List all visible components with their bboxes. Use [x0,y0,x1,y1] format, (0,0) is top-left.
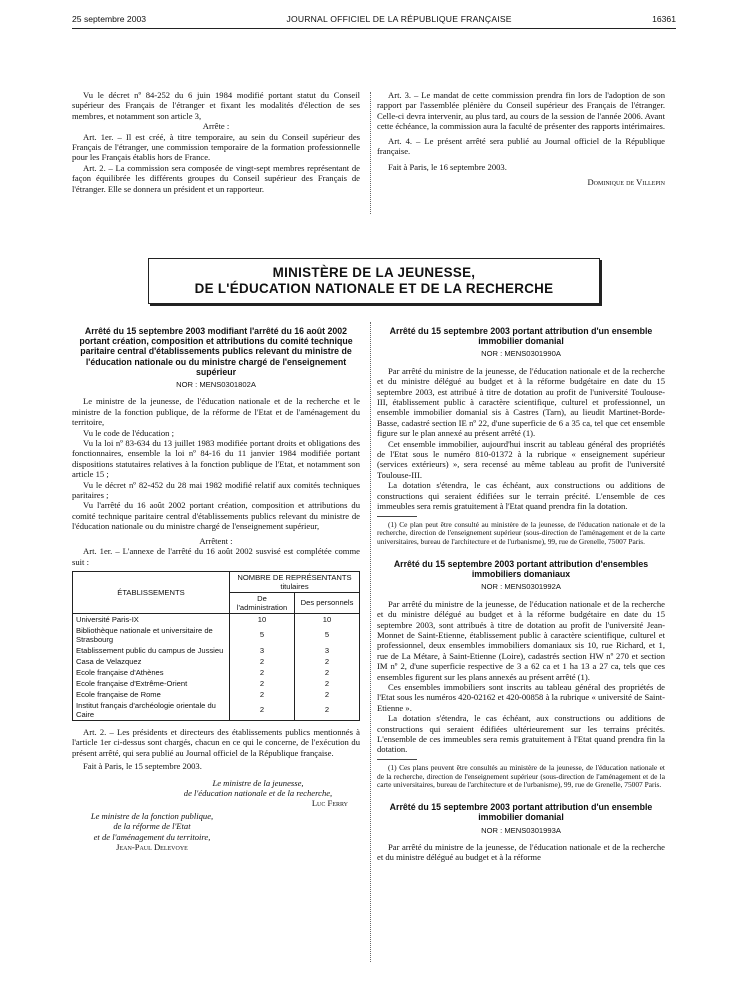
article1-title: Arrêté du 15 septembre 2003 portant attribution d'un ensemble immobilier domanial [389,326,653,347]
article-para: Vu la loi nº 83-634 du 13 juillet 1983 modifiée portant droits et obligations des fonctionnaires, ensemble la loi nº 84-16 du 11 janvier 1984 modifiée portant dispositions statutaires relatives à la fonction publique de l'Etat, et notamment son article 15 ; [72,438,360,480]
page-header [72,14,676,24]
representatives-table [72,571,360,721]
row-admin: 10 [230,613,295,625]
row-name: Institut français d'archéologie orientale du Caire [73,700,230,721]
row-pers: 3 [295,645,360,656]
sig-line: Le ministre de la jeunesse, [212,777,304,788]
sig-name: Jean-Paul Delevoye [116,841,188,852]
table-row [73,678,360,689]
art2-para: Art. 2. – La commission sera composée de vingt-sept membres représentant de façon équilibrée les différents groupes du Conseil supérieur des Français de l'étranger. Elle se donnera un président et un rapporteur. [72,162,360,194]
col-group-sub: titulaires [280,581,309,591]
article2-title: Arrêté du 15 septembre 2003 portant attribution d'ensembles immobiliers domaniaux [393,558,649,580]
art1-annex-para: Art. 1er. – L'annexe de l'arrêté du 16 août 2002 susvisé est complétée comme suit : [72,546,360,567]
sig-line: et de l'aménagement du territoire, [93,831,211,842]
art3-para: Art. 3. – Le mandat de cette commission prendra fin lors de l'adoption de son rapport par l'assemblée plénière du Conseil supérieur des Français de l'étranger. Celle-ci devra intervenir, au plus tard, au cours de la session de l'année 2006. Avant cette échéance, la commission aura la faculté de présenter des rapports intérimaires. [377,90,665,132]
signature-block-ferry [72,778,348,809]
signature-block-delevoye [72,811,232,853]
article1-para: Par arrêté du ministre de la jeunesse, de l'éducation nationale et de la recherche et du ministre délégué au budget et à la réforme budgétaire en date du 15 septembre 2003, est attribué à titre de dotation au profit de l'université Toulouse-III, établissement public à caractère scientifique, culturel et professionnel, un ensemble immobilier domanial sis à Castres (Tarn), au lieudit Martinet-Borde-Basse, cadastré section IE nº 22, d'une superficie de 6 a 35 ca, tel que cet ensemble figure sur le plan annexé au présent arrêté (1). [377,365,665,439]
ministry-heading [148,258,600,304]
row-pers: 2 [295,689,360,700]
row-name: Casa de Velazquez [73,656,230,667]
article1-footnote: (1) Ce plan peut être consulté au ministère de la jeunesse, de l'éducation nationale et de la recherche, direction de l'enseignement supérieur (sous-direction de l'aménagement et de la carte universitaires, bureau de l'architecture et de l'urbanisme), 99, rue de Grenelle, 75007 Paris. [377,519,665,547]
article2-para: La dotation s'étendra, le cas échéant, aux constructions ou additions de constructions qui seraient édifiées ultérieurement sur les terrains précités. L'ensemble de ces immeubles sera remis gratuitement à l'Etat quand prendra fin la dotation. [377,713,665,755]
row-pers: 5 [295,625,360,645]
row-admin: 2 [230,700,295,721]
lower-column-separator [370,322,371,962]
article-nor: NOR : MENS0301802A [176,380,256,390]
article-para: Vu le décret nº 82-452 du 28 mai 1982 modifié relatif aux comités techniques paritaires ; [72,479,360,501]
row-admin: 3 [230,645,295,656]
row-name: Etablissement public du campus de Jussieu [73,645,230,656]
row-name: Ecole française d'Athènes [73,667,230,678]
row-pers: 2 [295,656,360,667]
row-admin: 2 [230,689,295,700]
table-row [73,700,360,721]
sig-line: de l'éducation nationale et de la recherche, [183,787,333,798]
row-admin: 5 [230,625,295,645]
signature-villepin: Dominique de Villepin [587,176,665,187]
sig-name: Luc Ferry [311,798,348,809]
row-admin: 2 [230,678,295,689]
article3-title: Arrêté du 15 septembre 2003 portant attribution d'un ensemble immobilier domanial [389,802,653,823]
top-column-separator [370,92,371,214]
row-name: Bibliothèque nationale et universitaire de Strasbourg [73,625,230,645]
footnote-rule [377,516,417,517]
article1-para: Cet ensemble immobilier, aujourd'hui inscrit au tableau général des propriétés de l'Etat sous le numéro 810-01372 à la rubrique « enseignement supérieur (services extérieurs) », sera recensé au même tableau au profit de l'université Toulouse-III. [377,438,665,480]
top-left-column [72,90,360,194]
art1-para: Art. 1er. – Il est créé, à titre temporaire, au sein du Conseil supérieur des Français de l'étranger, une commission temporaire de la formation professionnelle pour les Français établis hors de France. [72,131,360,163]
article2-nor: NOR : MENS0301992A [481,582,561,592]
fait-para: Fait à Paris, le 16 septembre 2003. [388,162,507,173]
row-pers: 2 [295,678,360,689]
row-name: Ecole française de Rome [73,689,230,700]
row-admin: 2 [230,667,295,678]
art2-execution-para: Art. 2. – Les présidents et directeurs des établissements publics mentionnés à l'article 1er ci-dessus sont chargés, chacun en ce qui le concerne, de l'exécution du présent arrêté, qui sera publié au Journal officiel de la République française. [72,726,360,758]
row-pers: 10 [295,613,360,625]
header-rule [72,28,676,29]
table-row [73,689,360,700]
row-pers: 2 [295,667,360,678]
article3-nor: NOR : MENS0301993A [481,825,561,835]
row-name: Ecole française d'Extrême-Orient [73,678,230,689]
fait-para: Fait à Paris, le 15 septembre 2003. [83,761,202,772]
table-row [73,645,360,656]
col-administration: De l'administration [230,592,295,613]
table-row [73,613,360,625]
article2-para: Ces ensembles immobiliers sont inscrits au tableau général des propriétés de l'Etat sous les numéros 420-02162 et 420-00858 à la rubrique « université de Saint-Etienne ». [377,681,665,713]
article-para: Vu l'arrêté du 16 août 2002 portant création, composition et attributions du comité technique paritaire central d'établissements publics relevant du ministre de l'éducation nationale ou du ministre chargé de l'enseignement supérieur, [72,500,360,532]
left-article [72,326,360,852]
arretent-label: Arrêtent : [199,535,233,546]
ministry-line-1: MINISTÈRE DE LA JEUNESSE, [272,265,476,280]
col-nombre-representants [230,571,360,592]
top-right-column [377,90,665,187]
ministry-line-2: DE L'ÉDUCATION NATIONALE ET DE LA RECHERCHE [194,281,554,296]
right-articles [377,326,665,863]
vu-decret-para: Vu le décret nº 84-252 du 6 juin 1984 modifié portant statut du Conseil supérieur des Français de l'étranger et fixant les modalités d'élection de ses membres, et notamment son article 3, [72,90,360,121]
header-page-number: 16361 [652,14,676,24]
header-journal-title: JOURNAL OFFICIEL DE LA RÉPUBLIQUE FRANÇAISE [286,14,512,24]
header-date: 25 septembre 2003 [72,14,147,24]
footnote-rule [377,759,417,760]
table-row [73,625,360,645]
row-admin: 2 [230,656,295,667]
col-personnels: Des personnels [295,592,360,613]
table-row [73,656,360,667]
row-name: Université Paris-IX [73,613,230,625]
article2-para: Par arrêté du ministre de la jeunesse, de l'éducation nationale et de la recherche et du ministre délégué au budget et à la réforme budgétaire en date du 15 septembre 2003, sont attribués à titre de dotation au profit de l'université Jean-Monnet de Saint-Etienne, établissement public à caractère scientifique, culturel et professionnel, deux ensembles immobiliers domaniaux sis 10, rue Richard, et 1, rue de La Métare, à Saint-Etienne (Loire), cadastrés section HW nº 270 et section IM nº 2, d'une superficie respective de 3 a 62 ca et 1 ha 13 a 27 ca, tels que ces ensembles figurent sur les plans annexés au présent arrêté (1). [377,598,665,682]
article-para: Vu le code de l'éducation ; [83,427,174,438]
col-group-label: NOMBRE DE REPRÉSENTANTS [237,572,352,582]
sig-line: de la réforme de l'Etat [113,821,191,832]
arrete-label: Arrête : [202,121,230,132]
art4-para: Art. 4. – Le présent arrêté sera publié au Journal officiel de la République française. [377,135,665,157]
sig-line: Le ministre de la fonction publique, [90,810,214,821]
article2-footnote: (1) Ces plans peuvent être consultés au ministère de la jeunesse, de l'éducation nationale et de la recherche, direction de l'enseignement supérieur (sous-direction de l'aménagement et de la carte universitaires, bureau de l'architecture et de l'urbanisme), 99, rue de Grenelle, 75007 Paris. [377,762,665,790]
article3-para: Par arrêté du ministre de la jeunesse, de l'éducation nationale et de la recherche et du ministre délégué au budget et à la réforme [377,842,665,863]
col-etablissements: ÉTABLISSEMENTS [73,571,230,613]
row-pers: 2 [295,700,360,721]
article-title: Arrêté du 15 septembre 2003 modifiant l'arrêté du 16 août 2002 portant création, composition et attributions du comité technique paritaire central d'établissements publics relevant du ministre de l'éducation nationale ou du ministre chargé de l'enseignement supérieur [79,326,353,377]
article1-nor: NOR : MENS0301990A [481,349,561,359]
article1-para: La dotation s'étendra, le cas échéant, aux constructions ou additions de constructions qui seraient édifiées sur le terrain précité. L'ensemble de ces immeubles sera remis gratuitement à l'Etat quand prendra fin la dotation. [377,480,665,512]
table-row [73,667,360,678]
article-para: Le ministre de la jeunesse, de l'éducation nationale et de la recherche et le ministre de la fonction publique, de la réforme de l'Etat et de l'aménagement du territoire, [72,396,360,428]
